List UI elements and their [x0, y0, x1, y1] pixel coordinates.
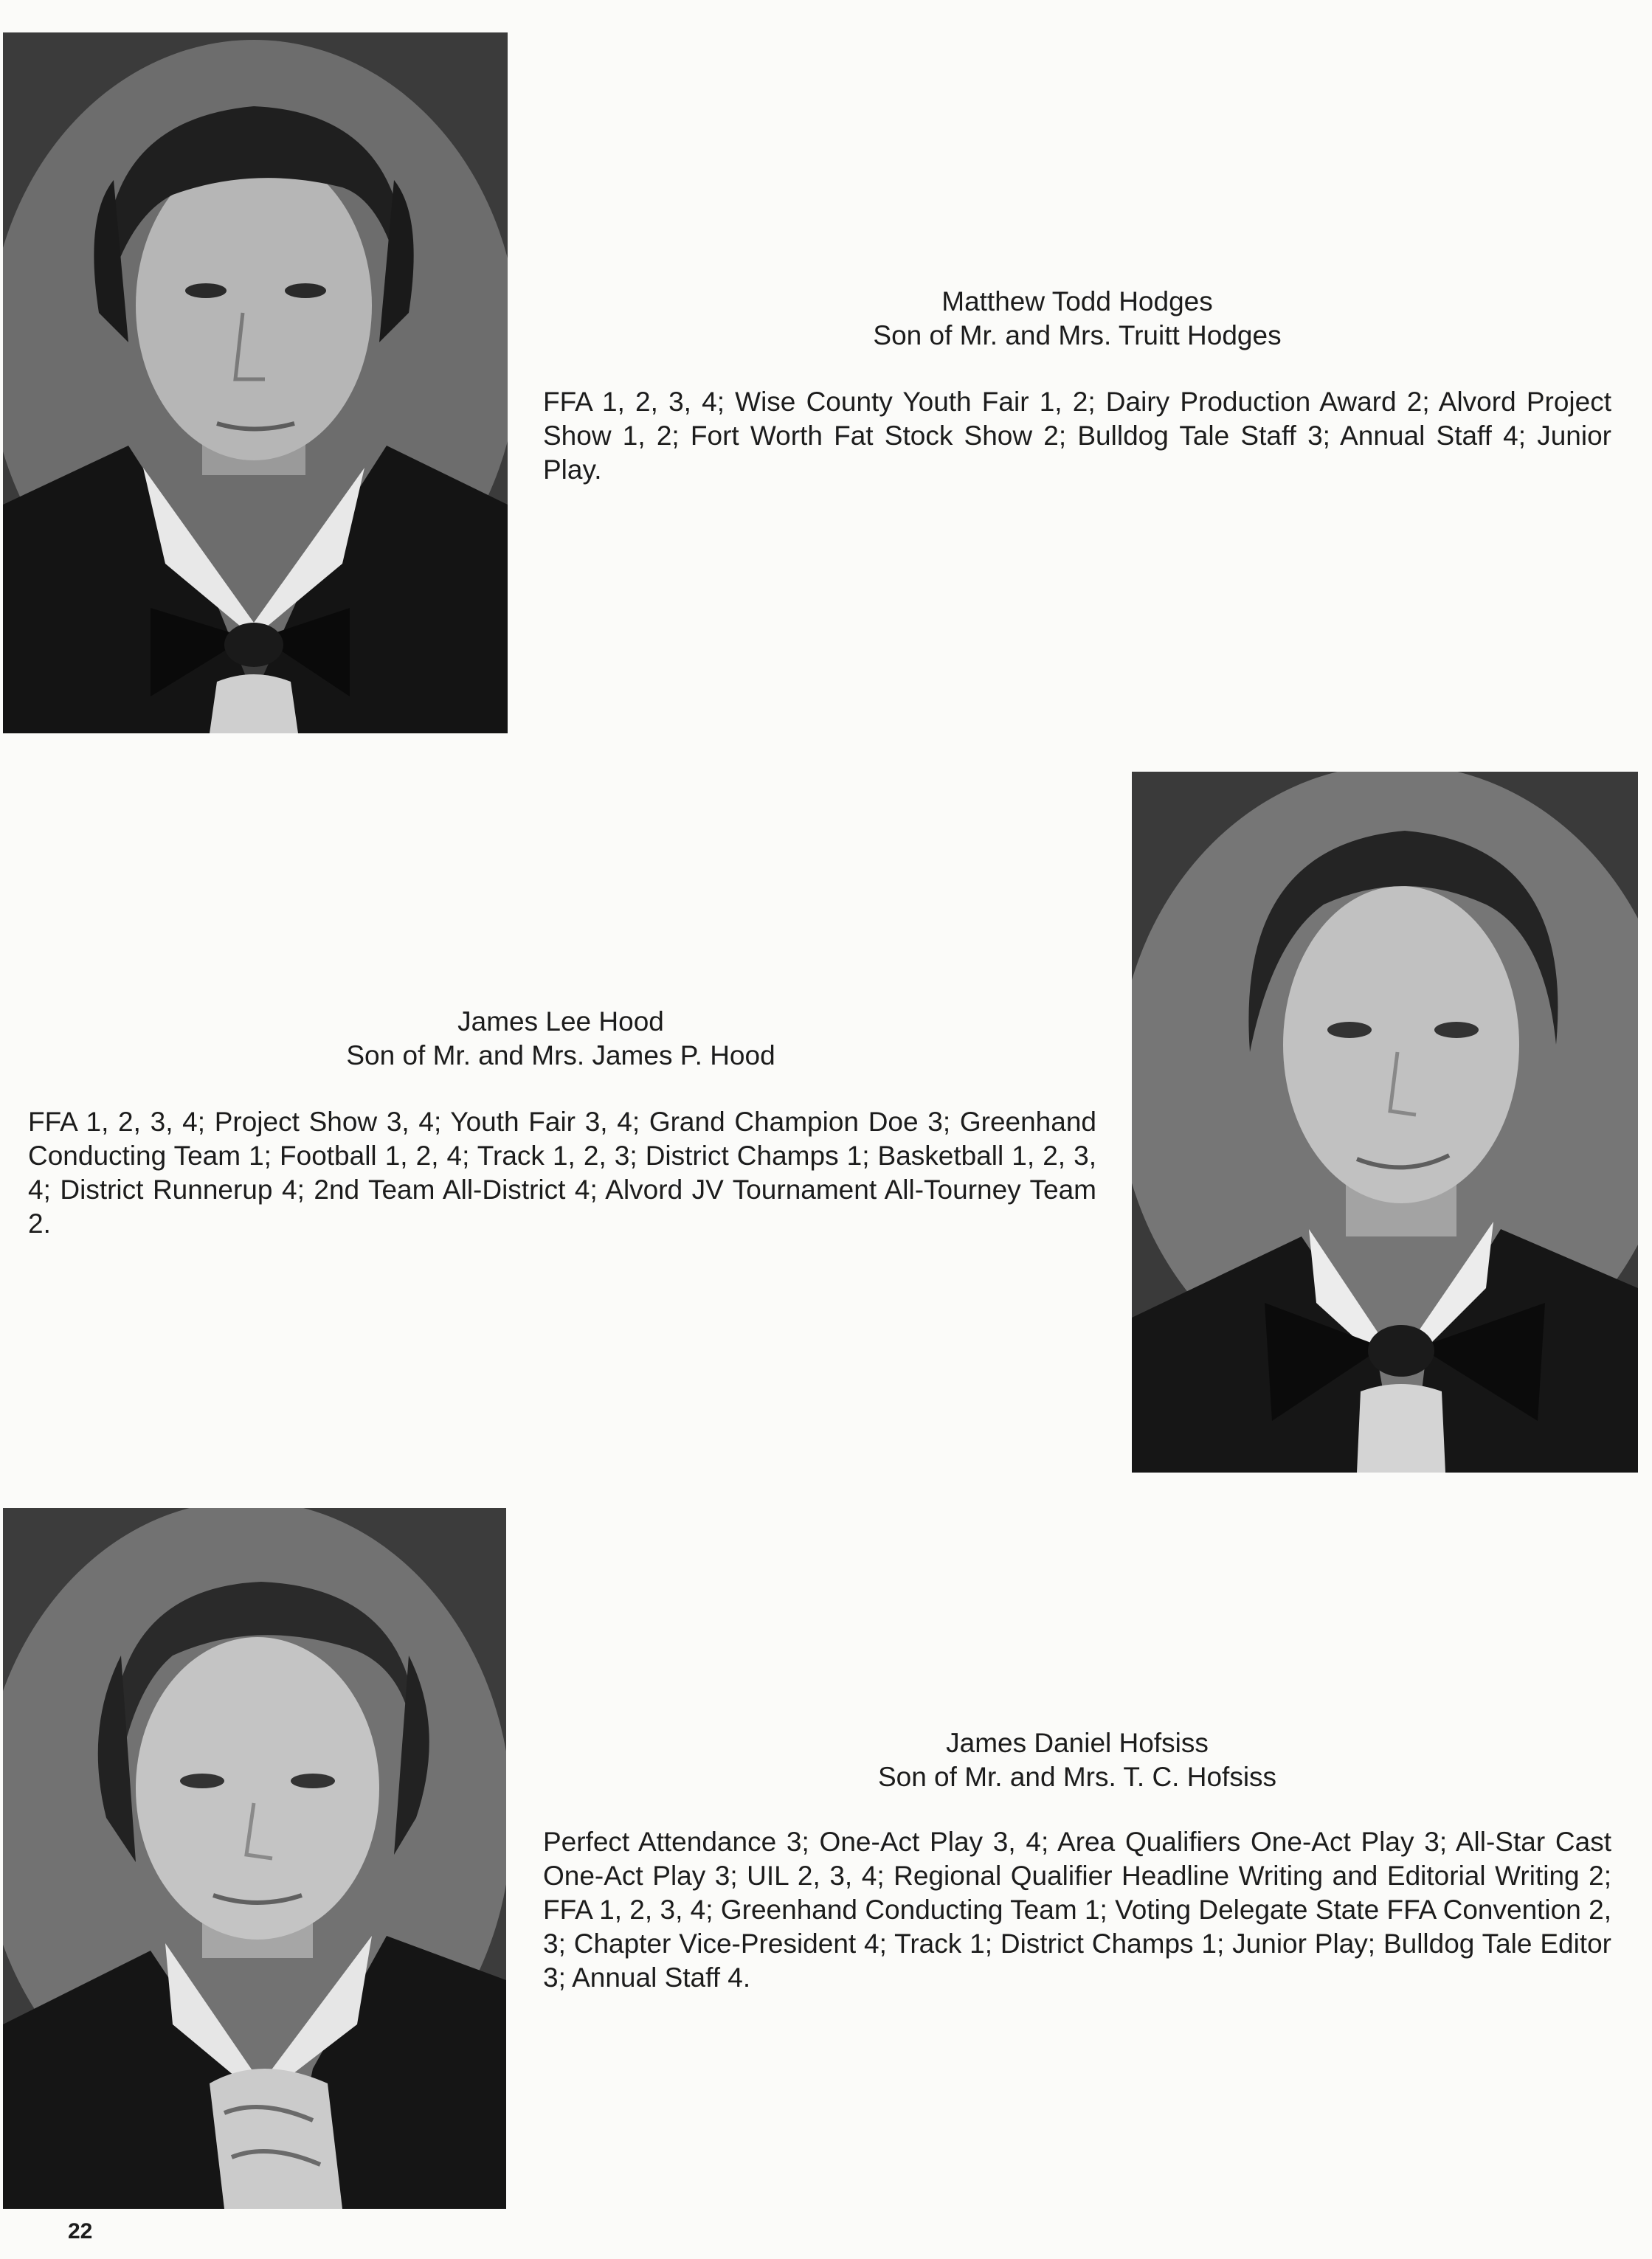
student-3-activities: Perfect Attendance 3; One-Act Play 3, 4; Area Qualifiers One-Act Play 3; All-Star Cast One-Act Play 3; UIL 2, 3, 4; Regional Qualifier Headline Writing and Editorial Writing 2; FFA 1, 2, 3, 4; Greenhand Conducting Team 1; Voting Delegate State FFA Convention 2, 3; Chapter Vice-President 4; Track 1; District Champs 1; Junior Play; Bulldog Tale Editor 3; Annual Staff 4.: [543, 1827, 1611, 1993]
portrait-photo-hofsiss: [3, 1508, 506, 2209]
student-2-heading: [280, 1005, 841, 1073]
student-1-heading: [797, 285, 1358, 353]
student-1-parents: Son of Mr. and Mrs. Truitt Hodges: [873, 320, 1282, 350]
portrait-photo-hodges: [3, 32, 508, 733]
page-number: 22: [68, 2219, 93, 2244]
student-2-name: James Lee Hood: [457, 1006, 664, 1037]
student-3-parents: Son of Mr. and Mrs. T. C. Hofsiss: [877, 1762, 1277, 1792]
student-1-activities: FFA 1, 2, 3, 4; Wise County Youth Fair 1, 2; Dairy Production Award 2; Alvord Project Show 1, 2; Fort Worth Fat Stock Show 2; Bulldog Tale Staff 3; Annual Staff 4; Junior Play.: [543, 387, 1611, 485]
student-3-name: James Daniel Hofsiss: [946, 1728, 1209, 1758]
student-2-parents: Son of Mr. and Mrs. James P. Hood: [346, 1040, 775, 1070]
portrait-photo-hood: [1132, 772, 1638, 1473]
student-3-heading: [797, 1726, 1358, 1794]
student-2-activities: FFA 1, 2, 3, 4; Project Show 3, 4; Youth Fair 3, 4; Grand Champion Doe 3; Greenhand Conducting Team 1; Football 1, 2, 4; Track 1, 2, 3; District Champs 1; Basketball 1, 2, 3, 4; District Runnerup 4; 2nd Team All-District 4; Alvord JV Tournament All-Tourney Team 2.: [28, 1107, 1096, 1239]
student-1-name: Matthew Todd Hodges: [941, 286, 1213, 316]
